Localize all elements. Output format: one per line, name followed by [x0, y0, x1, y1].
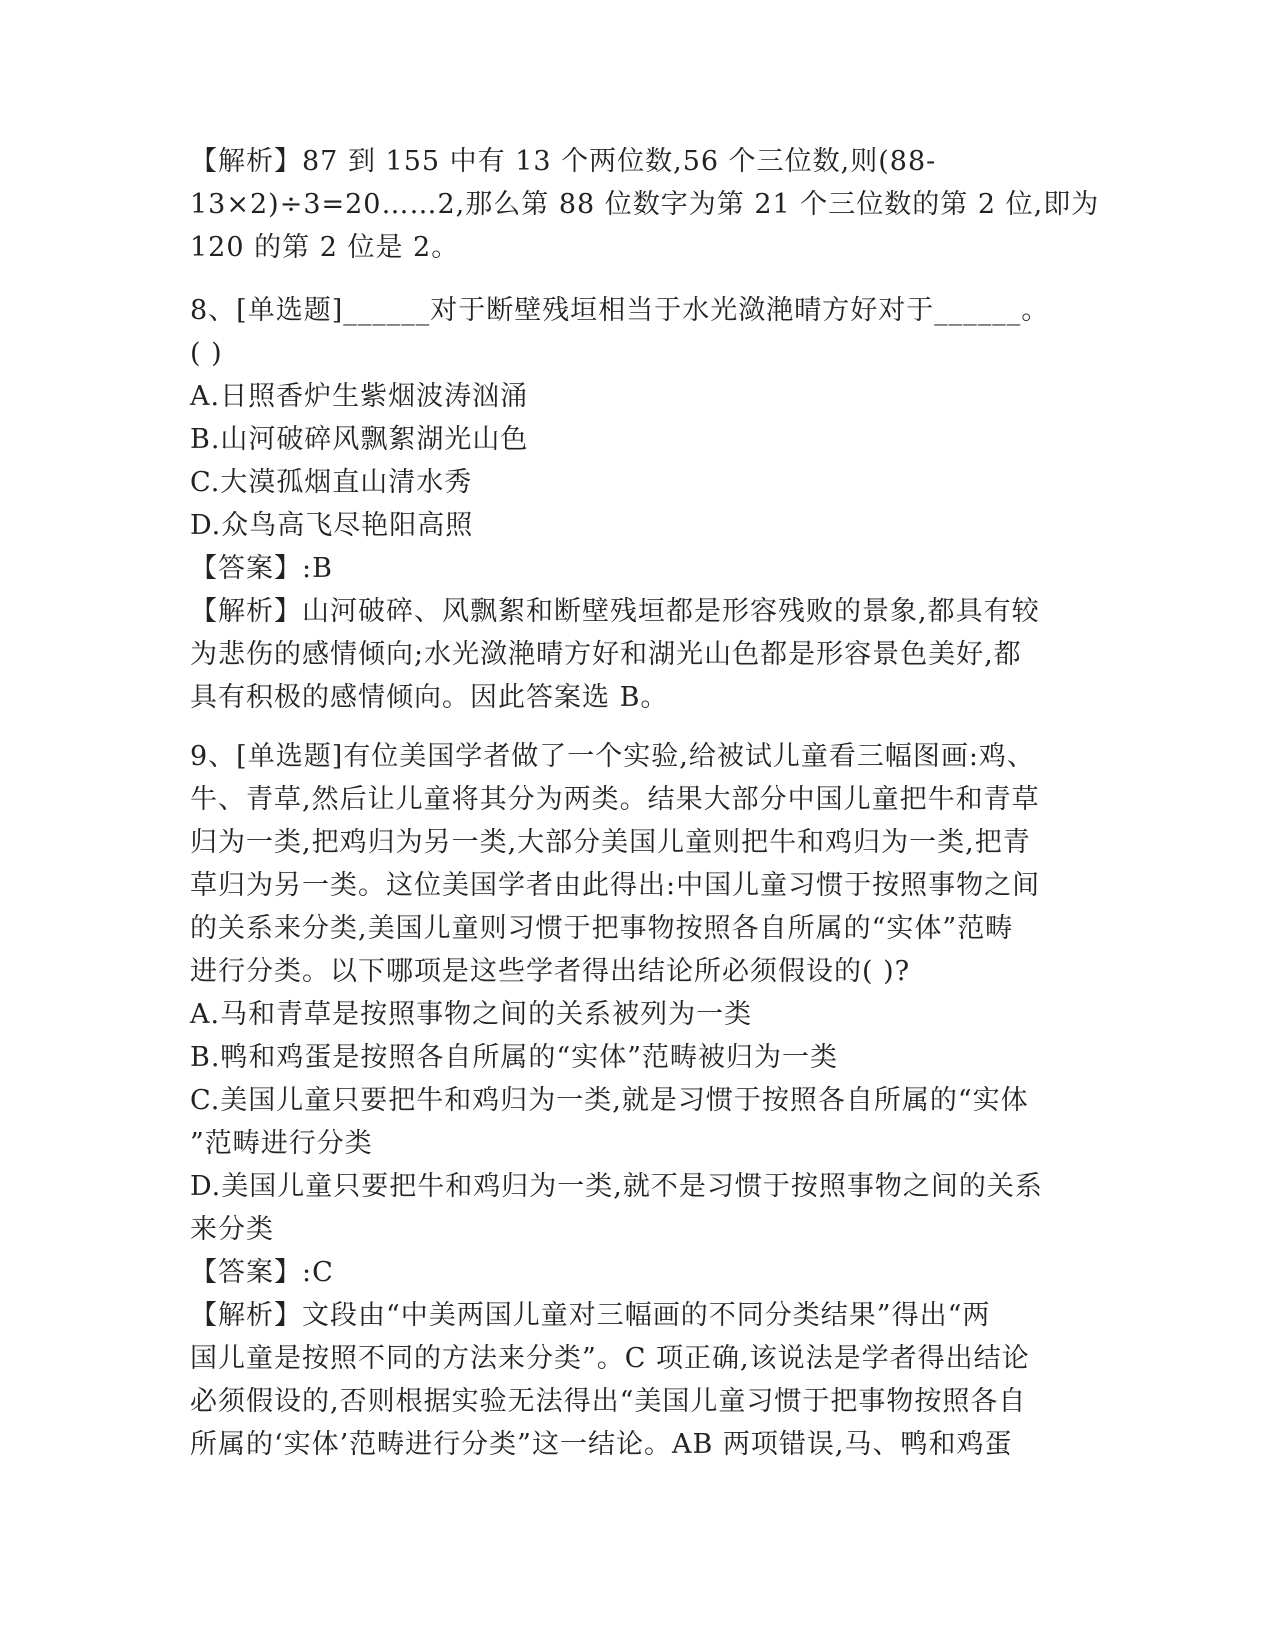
question-stem-line: 草归为另一类。这位美国学者由此得出:中国儿童习惯于按照事物之间: [190, 870, 1041, 901]
question-stem-line: 8、[单选题]______对于断壁残垣相当于水光潋滟晴方好对于______。: [190, 295, 1050, 326]
analysis-line: 【解析】87 到 155 中有 13 个两位数,56 个三位数,则(88-: [190, 146, 937, 177]
analysis-line: 【解析】文段由“中美两国儿童对三幅画的不同分类结果”得出“两: [190, 1300, 991, 1331]
option-b: B.鸭和鸡蛋是按照各自所属的“实体”范畴被归为一类: [190, 1042, 839, 1073]
question-9: [190, 735, 1090, 1466]
question-stem-line: 9、[单选题]有位美国学者做了一个实验,给被试儿童看三幅图画:鸡、: [190, 741, 1035, 772]
analysis-line: 国儿童是按照不同的方法来分类”。C 项正确,该说法是学者得出结论: [190, 1343, 1030, 1374]
option-d-continued: 来分类: [190, 1214, 274, 1245]
option-c: C.美国儿童只要把牛和鸡归为一类,就是习惯于按照各自所属的“实体: [190, 1085, 1029, 1116]
option-a: A.日照香炉生紫烟波涛汹涌: [190, 381, 529, 412]
spacer: [190, 719, 1090, 735]
analysis-line: 为悲伤的感情倾向;水光潋滟晴方好和湖光山色都是形容景色美好,都: [190, 639, 1022, 670]
question-stem-line: 的关系来分类,美国儿童则习惯于把事物按照各自所属的“实体”范畴: [190, 913, 1014, 944]
option-d: D.美国儿童只要把牛和鸡归为一类,就不是习惯于按照事物之间的关系: [190, 1171, 1043, 1202]
analysis-line: 所属的‘实体’范畴进行分类”这一结论。AB 两项错误,马、鸭和鸡蛋: [190, 1429, 1013, 1460]
question-stem-line: 进行分类。以下哪项是这些学者得出结论所必须假设的( )?: [190, 956, 911, 987]
analysis-line: 必须假设的,否则根据实验无法得出“美国儿童习惯于把事物按照各自: [190, 1386, 1027, 1417]
prev-analysis: [190, 140, 1100, 269]
answer: 【答案】:B: [190, 553, 333, 584]
question-8: [190, 289, 1090, 719]
option-d: D.众鸟高飞尽艳阳高照: [190, 510, 474, 541]
analysis-line: 13×2)÷3=20……2,那么第 88 位数字为第 21 个三位数的第 2 位,即为: [190, 189, 1100, 220]
analysis-line: 【解析】山河破碎、风飘絮和断壁残垣都是形容残败的景象,都具有较: [190, 596, 1040, 627]
document-page: [190, 140, 1100, 1466]
option-c: C.大漠孤烟直山清水秀: [190, 467, 473, 498]
question-stem-line: 牛、青草,然后让儿童将其分为两类。结果大部分中国儿童把牛和青草: [190, 784, 1040, 815]
option-a: A.马和青草是按照事物之间的关系被列为一类: [190, 999, 753, 1030]
question-stem-line: ( ): [190, 338, 223, 369]
answer: 【答案】:C: [190, 1257, 334, 1288]
analysis-line: 具有积极的感情倾向。因此答案选 B。: [190, 682, 669, 713]
spacer: [190, 269, 1090, 289]
analysis-line: 120 的第 2 位是 2。: [190, 232, 460, 263]
option-c-continued: ”范畴进行分类: [190, 1128, 373, 1159]
question-stem-line: 归为一类,把鸡归为另一类,大部分美国儿童则把牛和鸡归为一类,把青: [190, 827, 1031, 858]
option-b: B.山河破碎风飘絮湖光山色: [190, 424, 529, 455]
